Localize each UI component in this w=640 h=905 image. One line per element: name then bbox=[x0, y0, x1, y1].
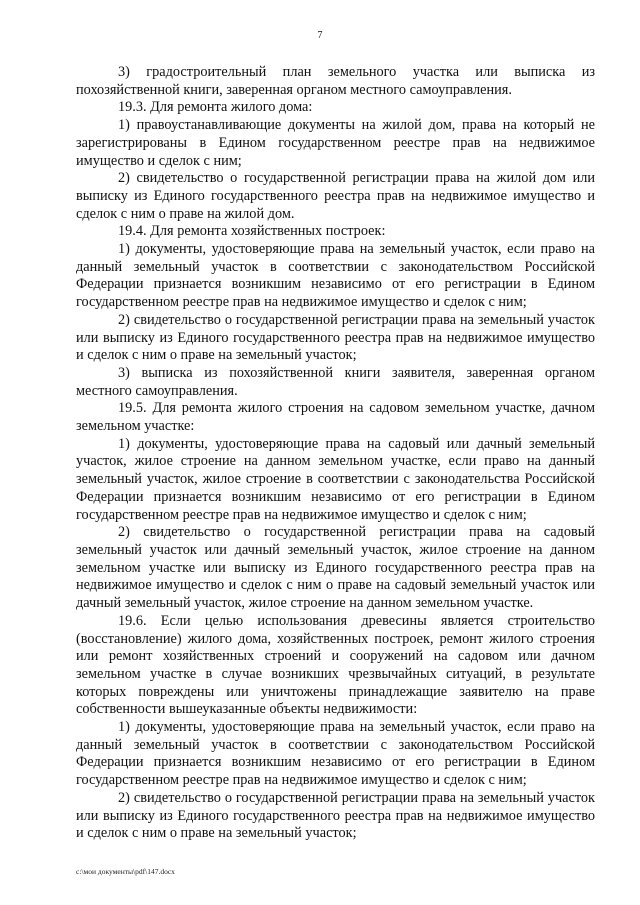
heading-19-6: 19.6. Если целью использования древесины является строительство (восстановление) жилого дома, хозяйственных построек, ремонт жилого строения или ремонт хозяйственных строений и сооружений на садовом или дачном земельном участке в случае возникших чрезвычайных ситуаций, в результате которых повреждены или уничтожены принадлежащие заявителю на праве собственности вышеуказанные объекты недвижимости: bbox=[76, 612, 595, 718]
footer-file-path: c:\мои документы\pdf\147.docx bbox=[76, 867, 175, 876]
paragraph-19-5-1: 1) документы, удостоверяющие права на садовый или дачный земельный участок, жилое строение на данном земельном участке, если право на данный земельный участок, жилое строение в соответствии с законодательства Российской Федерации признается возникшим независимо от его регистрации в Едином государственном реестре прав на недвижимое имущество и сделок с ним; bbox=[76, 435, 595, 523]
paragraph-19-3-1: 1) правоустанавливающие документы на жилой дом, права на который не зарегистрированы в Едином государственном реестре прав на недвижимое имущество и сделок с ним; bbox=[76, 117, 595, 169]
heading-19-4: 19.4. Для ремонта хозяйственных построек: bbox=[118, 223, 386, 240]
document-body bbox=[76, 64, 595, 843]
paragraph-19-4-2: 2) свидетельство о государственной регистрации права на земельный участок или выписку из Единого государственного реестра прав на недвижимое имущество и сделок с ним о праве на земельный участок; bbox=[76, 311, 595, 364]
paragraph-19-3-2: 2) свидетельство о государственной регистрации права на жилой дом или выписку из Единого государственного реестра прав на недвижимое имущество и сделок с ним о праве на жилой дом. bbox=[76, 170, 595, 222]
heading-19-5: 19.5. Для ремонта жилого строения на садовом земельном участке, дачном земельном участке: bbox=[76, 400, 595, 435]
heading-19-3: 19.3. Для ремонта жилого дома: bbox=[118, 99, 313, 116]
paragraph-19-6-2: 2) свидетельство о государственной регистрации права на земельный участок или выписку из Единого государственного реестра прав на недвижимое имущество и сделок с ним о праве на земельный участок; bbox=[76, 789, 595, 842]
paragraph-19-6-1: 1) документы, удостоверяющие права на земельный участок, если право на данный земельный участок в соответствии с законодательством Российской Федерации признается возникшим независимо от его регистрации в Едином государственном реестре прав на недвижимое имущество и сделок с ним; bbox=[76, 719, 595, 789]
paragraph-3-urban-plan: 3) градостроительный план земельного участка или выписка из похозяйственной книги, заверенная органом местного самоуправления. bbox=[76, 64, 595, 98]
page-number: 7 bbox=[317, 30, 323, 41]
paragraph-19-5-2: 2) свидетельство о государственной регистрации права на садовый земельный участок или дачный земельный участок, жилое строение на данном земельном участке или выписку из Единого государственного реестра прав на недвижимое имущество и сделок с ним о праве на садовый земельный участок или дачный земельный участок, жилое строение на данном земельном участке. bbox=[76, 524, 595, 612]
paragraph-19-4-1: 1) документы, удостоверяющие права на земельный участок, если право на данный земельный участок в соответствии с законодательством Российской Федерации признается возникшим независимо от его регистрации в Едином государственном реестре прав на недвижимое имущество и сделок с ним; bbox=[76, 241, 595, 311]
paragraph-19-4-3: 3) выписка из похозяйственной книги заявителя, заверенная органом местного самоуправления. bbox=[76, 364, 595, 399]
